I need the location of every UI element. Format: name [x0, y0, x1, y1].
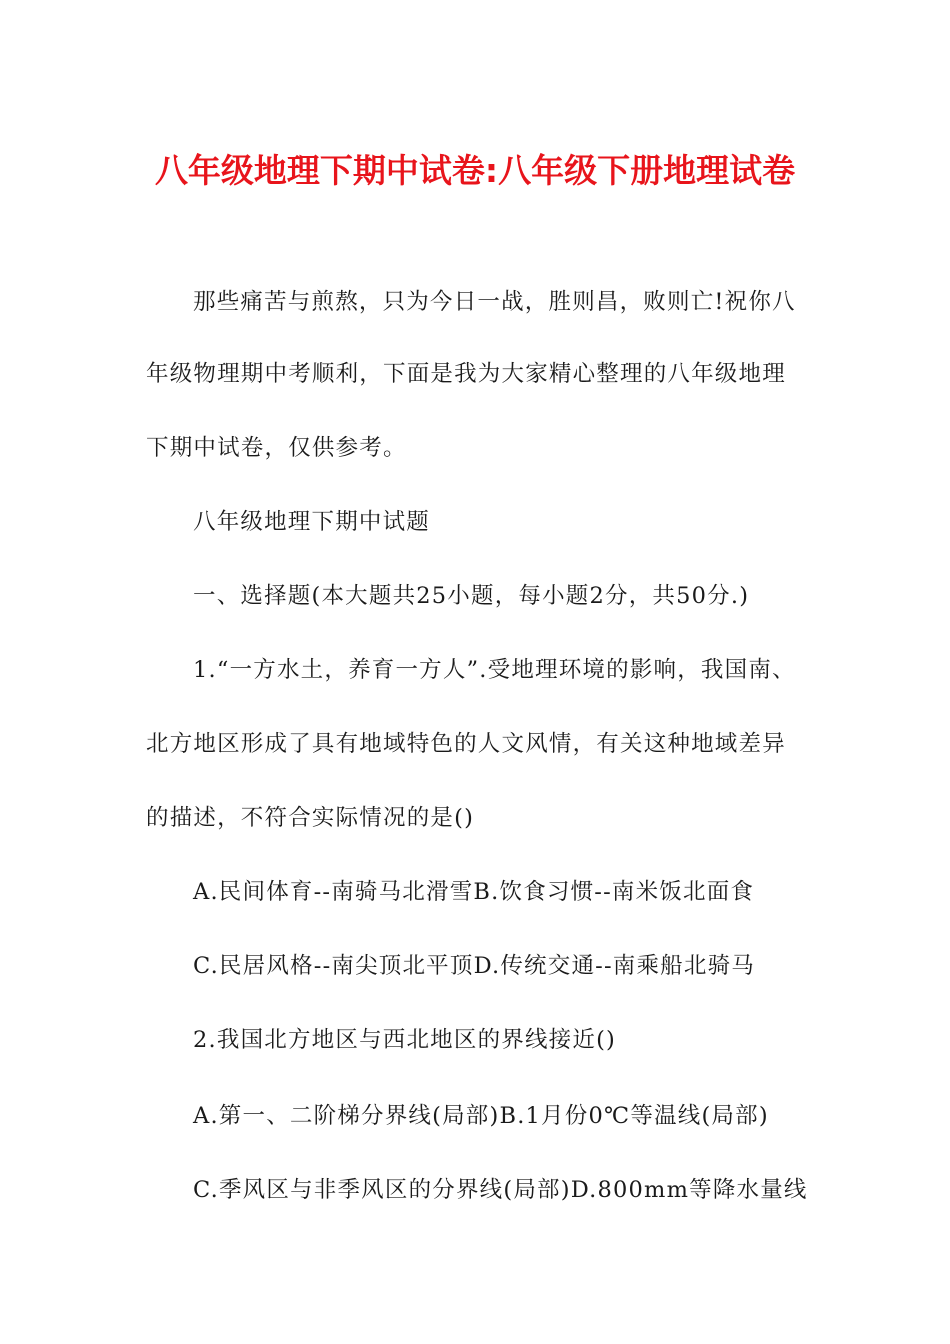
intro-line-1: 那些痛苦与煎熬，只为今日一战，胜则昌，败则亡!祝你八 — [193, 289, 796, 315]
part-heading: 一、选择题(本大题共25小题，每小题2分，共50分.) — [193, 583, 750, 609]
document-title: 八年级地理下期中试卷:八年级下册地理试卷 — [154, 151, 796, 190]
question-2-options-ab: A.第一、二阶梯分界线(局部)B.1月份0℃等温线(局部) — [193, 1103, 769, 1129]
intro-line-2: 年级物理期中考顺利，下面是我为大家精心整理的八年级地理 — [146, 361, 786, 387]
intro-line-3: 下期中试卷，仅供参考。 — [146, 435, 407, 461]
question-1-line-3: 的描述，不符合实际情况的是() — [146, 805, 475, 831]
question-2-options-cd: C.季风区与非季风区的分界线(局部)D.800mm等降水量线 — [193, 1177, 808, 1203]
question-1-line-1: 1.“一方水土，养育一方人”.受地理环境的影响，我国南、 — [193, 657, 796, 683]
question-2-stem: 2.我国北方地区与西北地区的界线接近() — [193, 1027, 617, 1053]
question-1-line-2: 北方地区形成了具有地域特色的人文风情，有关这种地域差异 — [146, 731, 786, 757]
question-1-options-ab: A.民间体育--南骑马北滑雪B.饮食习惯--南米饭北面食 — [193, 879, 755, 905]
question-1-options-cd: C.民居风格--南尖顶北平顶D.传统交通--南乘船北骑马 — [193, 953, 755, 979]
section-heading: 八年级地理下期中试题 — [193, 509, 431, 535]
